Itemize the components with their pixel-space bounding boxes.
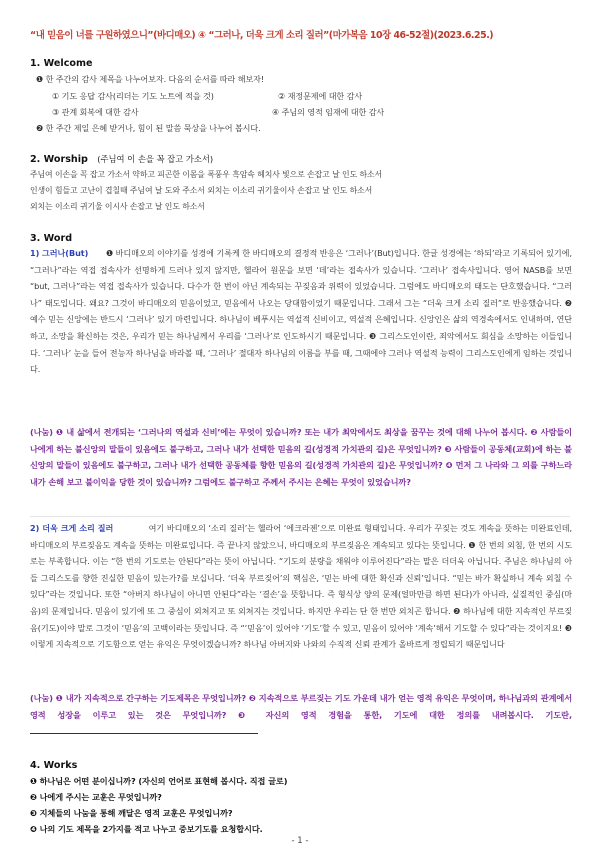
word-section-1-title: 1) 그러나(But) [30, 248, 89, 258]
section-divider [30, 516, 570, 517]
worship-lyric-2: 인생이 힘들고 고난이 겹칠때 주님여 날 도와 주소서 외치는 이소리 귀기울이사 손잡고 날 인도 하소서 [30, 186, 373, 195]
word-section-2 [30, 520, 572, 653]
page-number: - 1 - [291, 836, 309, 846]
word-heading: 3. Word [30, 233, 73, 244]
welcome-option-2: ② 재정문제에 대한 감사 [278, 91, 363, 101]
welcome-option-3: ③ 관계 회복에 대한 감사 [52, 107, 139, 117]
welcome-option-1: ① 기도 응답 감사(리더는 기도 노트에 적을 것) [52, 91, 214, 101]
word-section-2-question-text: (나눔) ❶ 내가 지속적으로 간구하는 기도제목은 무엇입니까? ❷ 지속적으로 부르짖는 기도 가운데 내가 얻는 영적 유익은 무엇이며, 하나님과의 관계에서 영적 성장을 이루고 있는 것은 무엇입니까? ❸ 자신의 영적 경험을 통한, 기도에 대한 정의를 내려봅시다. 기도란, [30, 693, 572, 720]
works-heading: 4. Works [30, 760, 78, 771]
worship-song-title: (주님여 이 손을 꼭 잡고 가소서) [97, 154, 214, 164]
word-section-2-body: 여기 바디매오의 ‘소리 질러’는 헬라어 ‘에크라젠’으로 미완료 형태입니다. 우리가 꾸짖는 것도 계속을 뜻하는 미완료인데, 바디매오의 부르짖음도 계속을 뜻하는 미완료입니다. 즉 끝나지 않았으니, 바디매오의 부르짖음은 계속되고 있다는 뜻입니다. ❶ 한 번의 외침, 한 번의 시도로는 부족합니다. 이는 “한 번의 기도로는 안된다”라는 뜻이 아닙니다. “기도의 분량을 채워야 이루어진다”라는 말은 더더욱 아닙니다. 주님은 하나님의 아들 그리스도를 향한 진실한 믿음이 있는가?를 보십니다. ‘더욱 부르짖어’의 핵심은, ‘믿는 바에 대한 확신과 신뢰’입니다. “믿는 바가 확실하니 계속 외칠 수 있다”라는 것입니다. 또한 “아버지 하나님이 아니면 안된다”라는 ‘결손’을 뜻합니다. 즉 형식상 양의 문제(얼마만큼 하면 된다)가 아니라, 실질적인 중심(마음)의 문제입니다. 믿음이 있기에 또 그 중심이 외쳐지고 또 외쳐지는 것입니다. 하지만 우리는 단 한 번만 외치곤 합니다. ❷ 하나님에 대한 지속적인 부르짖음(기도)이야 말로 그것이 ‘믿음’의 고백이라는 뜻입니다. 즉 “‘믿음’이 있어야 ‘기도’할 수 있고, 믿음이 있어야 ‘계속’해서 기도할 수 있다”라는 것이지요! ❸ 이렇게 지속적으로 기도함으로 얻는 유익은 무엇이겠습니까? 하나님 아버지와 나와의 수직적 신뢰 관계가 올바르게 정립되기 때문입니다 [30, 523, 572, 650]
word-section-2-discussion [30, 690, 572, 740]
welcome-heading: 1. Welcome [30, 58, 93, 69]
word-section-2-title: 2) 더욱 크게 소리 질러 [30, 523, 114, 533]
word-section-1 [30, 245, 572, 378]
works-item-2: ❷ 나에게 주시는 교훈은 무엇입니까? [30, 792, 162, 802]
worship-heading [30, 153, 213, 165]
word-section-1-discussion: (나눔) ❶ 내 삶에서 전개되는 ‘그러나의 역설과 신비’에는 무엇이 있습니까? 또는 내가 최악에서도 최상을 꿈꾸는 것에 대해 나누어 봅시다. ❷ 사람들이 나에게 하는 불신앙의 말들이 있음에도 불구하고, 그러나 내가 선택한 믿음의 길(성경적 가치관의 길)은 무엇입니까? ❸ 사람들이 공동체(교회)에 하는 불신앙의 말들이 있음에도 불구하고, 그러나 내가 선택한 공동체를 향한 믿음의 길(성경적 가치관의 길)은 무엇입니까? ❹ 먼저 그 나라와 그 의를 구하느라 내가 손해 보고 불이익을 당한 것이 있습니까? 그럼에도 불구하고 주께서 주시는 은혜는 무엇이 있었습니까? [30, 427, 572, 487]
welcome-line-2: ❷ 한 주간 제일 은혜 받거나, 힘이 된 말씀 묵상을 나누어 봅시다. [36, 123, 261, 133]
word-section-1-body: ❶ 바디매오의 이야기를 성경에 기록케 한 바디매오의 결정적 반응은 ‘그러나’(But)입니다. 한글 성경에는 ‘하되’라고 기록되어 있기에, “그러나”라는 역접 접속사가 선명하게 드러나 있지 않지만, 헬라어 원문을 보면 ‘데’라는 접속사가 있습니다. ‘그러나’ 접속사입니다. 영어 NASB를 보면 “but, 그러나”라는 역접 접속사가 있습니다. 다수가 한 번이 아닌 계속되는 꾸짖음과 위력이 있었습니다. 그럼에도 바디매오의 태도는 단호했습니다. “그러나” 태도입니다. 왜요? 그것이 바디매오의 믿음이었고, 믿음에서 나오는 당대함이었기 때문입니다. 그래서 그는 “더욱 크게 소리 질러”로 반응했습니다. ❷ 예수 믿는 신앙에는 반드시 ‘그러나’ 있기 마련입니다. 하나님이 베푸시는 역설적 신비이고, 역설적 은혜입니다. 신앙인은 삶의 역경속에서도 인내하며, 연단하고, 소망을 확신하는 것은, 우리가 믿는 하나님께서 우리를 ‘그러나’로 인도하시기 때문입니다. ❸ 그리스도인이란, 죄악에서도 회심을 소망하는 이들입니다. ‘그러나’ 눈을 들어 전능자 하나님을 바라볼 때, ‘그러나’ 절대자 하나님의 이름을 부를 때, 그때에야 그러나 역설적 능력이 그리스도인에게 임하는 것입니다. [30, 248, 573, 375]
document-title: “내 믿음이 너를 구원하였으니”(바디매오) ④ “그러나, 더욱 크게 소리 질러”(마가복음 10장 46-52절)(2023.6.25.) [30, 30, 494, 41]
works-item-3: ❸ 지체들의 나눔을 통해 깨달은 영적 교훈은 무엇입니까? [30, 808, 233, 818]
worship-heading-text: 2. Worship [30, 154, 88, 165]
works-item-1: ❶ 하나님은 어떤 분이십니까? (자신의 언어로 표현해 봅시다. 직접 글로) [30, 776, 288, 786]
welcome-option-4: ④ 주님의 영적 임재에 대한 감사 [272, 107, 385, 117]
worship-lyric-3: 외치는 이소리 귀기울 이시사 손잡고 날 인도 하소서 [30, 202, 205, 211]
welcome-line-1: ❶ 한 주간의 감사 제목을 나누어보자. 다음의 순서를 따라 해보자! [36, 74, 264, 84]
worship-lyric-1: 주님여 이손을 꼭 잡고 가소서 약하고 피곤한 이몸을 폭풍우 흑암속 헤치사 빛으로 손잡고 날 인도 하소서 [30, 170, 383, 179]
works-item-4: ❹ 나의 기도 제목을 2가지를 적고 나누고 중보기도를 요청합시다. [30, 824, 263, 834]
prayer-definition-blank[interactable] [30, 724, 258, 734]
